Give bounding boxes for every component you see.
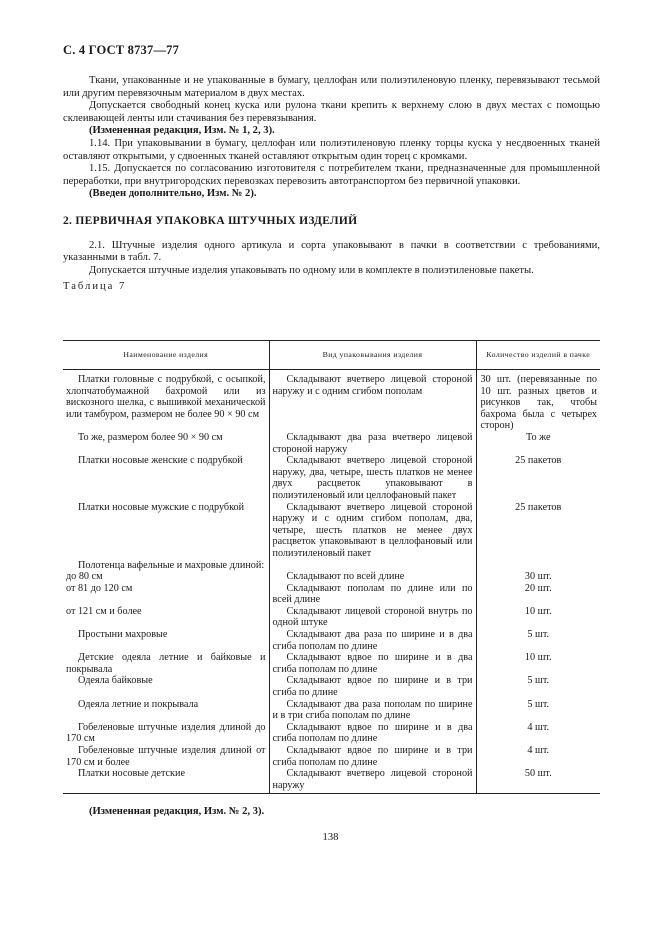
cell-packing: Складывают пополам по длине или по всей длине — [269, 583, 476, 606]
packaging-table — [63, 340, 600, 794]
amendment-note: (Измененная редакция, Изм. № 1, 2, 3). — [89, 125, 275, 137]
cell-quantity: 20 шт. — [476, 583, 600, 606]
cell-quantity: 4 шт. — [476, 722, 600, 745]
cell-name: Одеяла летние и покрывала — [78, 698, 199, 710]
cell-packing: Складывают вдвое по ширине и в два сгиба пополам по длине — [269, 722, 476, 745]
cell-quantity: 4 шт. — [476, 745, 600, 768]
cell-name: Гобеленовые штучные изделия длиной от 170 см и более — [66, 745, 266, 768]
paragraph: 2.1. Штучные изделия одного артикула и сорта упаковывают в пачки в соответствии с требованиями, указанными в табл. 7. — [63, 239, 600, 264]
table-row — [63, 583, 600, 606]
cell-name: Простыни махровые — [78, 629, 168, 641]
column-header-name: Наименование изделия — [63, 341, 269, 370]
table-row — [63, 370, 600, 432]
cell-name: от 121 см и более — [66, 605, 142, 617]
cell-quantity — [476, 560, 600, 572]
section-title: 2. ПЕРВИЧНАЯ УПАКОВКА ШТУЧНЫХ ИЗДЕЛИЙ — [63, 214, 358, 227]
cell-quantity: 5 шт. — [476, 629, 600, 652]
cell-packing: Складывают вчетверо лицевой стороной наружу — [269, 768, 476, 794]
cell-quantity: 10 шт. — [476, 606, 600, 629]
column-header-quantity: Количество изделий в пачке — [476, 341, 600, 370]
table-row — [63, 560, 600, 572]
cell-packing: Складывают вчетверо лицевой стороной наружу и с одним сгибом пополам, два, четыре, шесть платков не менее двух расцветок упаковывают в целлофановый или полиэтиленовый пакет — [269, 502, 476, 560]
table-row — [63, 432, 600, 455]
cell-packing: Складывают два раза по ширине и в два сгиба пополам по длине — [269, 629, 476, 652]
cell-name: Платки носовые мужские с подрубкой — [78, 501, 245, 513]
cell-quantity: 25 пакетов — [476, 455, 600, 501]
table-row — [63, 722, 600, 745]
cell-name: Детские одеяла летние и байковые и покрывала — [66, 652, 266, 675]
cell-packing: Складывают два раза вчетверо лицевой стороной наружу — [269, 432, 476, 455]
paragraph: Допускается штучные изделия упаковывать по одному или в комплекте в полиэтиленовые пакеты. — [89, 264, 534, 276]
cell-packing — [269, 560, 476, 572]
body-text — [63, 75, 600, 294]
page-number: 138 — [322, 832, 339, 843]
cell-name: Гобеленовые штучные изделия длиной до 170 см — [66, 721, 266, 745]
cell-packing: Складывают вчетверо лицевой стороной наружу, два, четыре, шесть платков не менее двух расцветок упаковывают в полиэтиленовый или целлофановый пакет — [269, 455, 476, 501]
table-row — [63, 606, 600, 629]
table-row — [63, 745, 600, 768]
table-row — [63, 571, 600, 583]
cell-packing: Складывают лицевой стороной внутрь по одной штуке — [269, 606, 476, 629]
page-header: С. 4 ГОСТ 8737—77 — [63, 43, 180, 57]
table-row — [63, 652, 600, 675]
cell-name: Платки головные с подрубкой, с осыпкой, хлопчатобумажной бахромой или из вискозного шелка, с вышивкой механической или тамбуром, размером не более 90 × 90 см — [66, 374, 266, 420]
cell-quantity: 5 шт. — [476, 699, 600, 722]
cell-packing: Складывают по всей длине — [269, 571, 476, 583]
table-row — [63, 455, 600, 501]
table-row — [63, 502, 600, 560]
cell-name: до 80 см — [66, 571, 103, 583]
paragraph: 1.14. При упаковывании в бумагу, целлофан или полиэтиленовую пленку торцы куска у несдвоенных тканей оставляют открытыми, у сдвоенных тканей оставляют открытым один торец с кромками. — [63, 137, 600, 162]
cell-packing: Складывают вдвое по ширине и в два сгиба пополам по длине — [269, 652, 476, 675]
amendment-note: (Введен дополнительно, Изм. № 2). — [89, 188, 257, 200]
cell-name: Платки носовые женские с подрубкой — [78, 455, 243, 467]
table-caption: Таблица 7 — [63, 281, 127, 293]
cell-packing: Складывают вдвое по ширине и в три сгиба по длине — [269, 675, 476, 698]
paragraph: Допускается свободный конец куска или рулона ткани крепить к верхнему слою в двух местах с помощью склеивающей ленты или стачивания без перевязывания. — [63, 100, 600, 124]
column-header-packing: Вид упаковывания изделия — [269, 341, 476, 370]
table-row — [63, 768, 600, 794]
amendment-note-footer: (Измененная редакция, Изм. № 2, 3). — [89, 806, 265, 817]
cell-packing: Складывают два раза пополам по ширине и в три сгиба пополам по длине — [269, 699, 476, 722]
cell-name: Платки носовые детские — [63, 768, 269, 794]
table-row — [63, 629, 600, 652]
cell-quantity: 5 шт. — [476, 675, 600, 698]
cell-packing: Складывают вчетверо лицевой стороной наружу и с одним сгибом пополам — [269, 370, 476, 432]
cell-quantity: 30 шт. — [476, 571, 600, 583]
table-row — [63, 675, 600, 698]
cell-name: Одеяла байковые — [78, 675, 153, 687]
table-row — [63, 699, 600, 722]
cell-name: от 81 до 120 см — [66, 582, 133, 594]
cell-quantity: 30 шт. (перевязанные по 10 шт. разных цветов и рисунков так, чтобы бахрома была с четырех сторон) — [476, 370, 600, 432]
paragraph: Ткани, упакованные и не упакованные в бумагу, целлофан или полиэтиленовую пленку, перевязывают тесьмой или другим перевязочным материалом в двух местах. — [63, 75, 600, 99]
paragraph: 1.15. Допускается по согласованию изготовителя с потребителем ткани, предназначенные для промышленной переработки, при внутригородских перевозках перевозить автотранспортом без первичной упаковки. — [63, 163, 600, 187]
cell-quantity: 25 пакетов — [476, 502, 600, 560]
cell-name: Полотенца вафельные и махровые длиной: — [78, 559, 265, 571]
cell-name: То же, размером более 90 × 90 см — [78, 431, 223, 443]
cell-quantity: 50 шт. — [476, 768, 600, 794]
cell-quantity: То же — [476, 432, 600, 455]
cell-quantity: 10 шт. — [476, 652, 600, 675]
table-header-row — [63, 341, 600, 370]
cell-packing: Складывают вдвое по ширине и в три сгиба пополам по длине — [269, 745, 476, 768]
